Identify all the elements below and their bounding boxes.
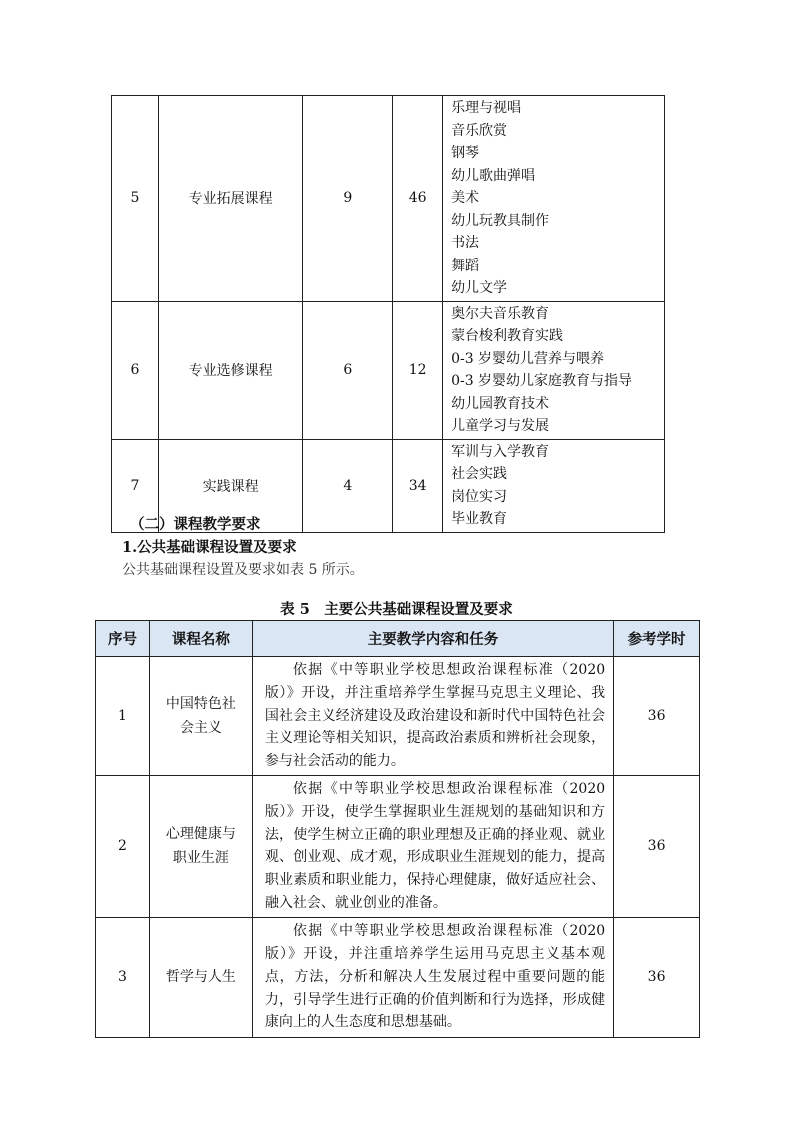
list-item: 幼儿文学 bbox=[451, 280, 508, 296]
row-number: 3 bbox=[96, 917, 150, 1037]
hours-cell: 46 bbox=[393, 96, 443, 302]
row-number: 7 bbox=[112, 439, 159, 532]
list-item: 毕业教育 bbox=[451, 511, 508, 527]
public-courses-table bbox=[95, 620, 700, 1038]
hours-cell: 34 bbox=[393, 439, 443, 532]
hours-cell: 36 bbox=[614, 917, 700, 1037]
column-header-hours: 参考学时 bbox=[614, 621, 700, 657]
hours-cell: 12 bbox=[393, 301, 443, 439]
course-content: 依据《中等职业学校思想政治课程标准（2020版）》开设，并注重培养学生运用马克思主义基本观点，方法，分析和解决人生发展过程中重要问题的能力，引导学生进行正确的价值判断和行为选择，形成健康向上的人生态度和思想基础。 bbox=[252, 917, 613, 1037]
row-number: 2 bbox=[96, 775, 150, 917]
list-item: 幼儿歌曲弹唱 bbox=[451, 167, 536, 184]
table-row bbox=[96, 775, 700, 917]
list-item: 幼儿园教育技术 bbox=[451, 395, 550, 412]
table-row bbox=[112, 96, 665, 302]
subsection-heading: 1.公共基础课程设置及要求 bbox=[122, 539, 297, 556]
list-item: 奥尔夫音乐教育 bbox=[451, 305, 550, 322]
list-item: 音乐欣赏 bbox=[451, 122, 508, 139]
course-content: 依据《中等职业学校思想政治课程标准（2020版）》开设，并注重培养学生掌握马克思主义理论、我国社会主义经济建设及政治建设和新时代中国特色社会主义理论等相关知识，提高政治素质和辨析社会现象，参与社会活动的能力。 bbox=[252, 657, 613, 776]
course-list bbox=[443, 96, 665, 302]
credits-cell: 9 bbox=[303, 96, 393, 302]
table-row bbox=[96, 657, 700, 776]
row-number: 6 bbox=[112, 301, 159, 439]
course-structure-table bbox=[111, 95, 665, 533]
column-header-no: 序号 bbox=[96, 621, 150, 657]
course-name: 中国特色社会主义 bbox=[149, 657, 252, 776]
hours-cell: 36 bbox=[614, 775, 700, 917]
list-item: 幼儿玩教具制作 bbox=[451, 212, 550, 229]
intro-paragraph: 公共基础课程设置及要求如表 5 所示。 bbox=[122, 562, 364, 578]
credits-cell: 4 bbox=[303, 439, 393, 532]
list-item: 舞蹈 bbox=[451, 257, 480, 274]
column-header-content: 主要教学内容和任务 bbox=[252, 621, 613, 657]
list-item: 0-3 岁婴幼儿家庭教育与指导 bbox=[451, 373, 633, 389]
table-header-row bbox=[96, 621, 700, 657]
course-list bbox=[443, 301, 665, 439]
table-row bbox=[112, 301, 665, 439]
list-item: 军训与入学教育 bbox=[451, 443, 550, 460]
course-category: 实践课程 bbox=[158, 439, 303, 532]
hours-cell: 36 bbox=[614, 657, 700, 776]
list-item: 0-3 岁婴幼儿营养与喂养 bbox=[451, 350, 605, 367]
list-item: 美术 bbox=[451, 190, 480, 206]
course-category: 专业选修课程 bbox=[158, 301, 303, 439]
list-item: 书法 bbox=[451, 235, 480, 251]
course-content: 依据《中等职业学校思想政治课程标准（2020版）》开设，使学生掌握职业生涯规划的基础知识和方法，使学生树立正确的职业理想及正确的择业观、就业观、创业观、成才观，形成职业生涯规划的能力，提高职业素质和职业能力，保持心理健康，做好适应社会、融入社会、就业创业的准备。 bbox=[252, 775, 613, 917]
list-item: 社会实践 bbox=[451, 466, 508, 482]
course-list bbox=[443, 439, 665, 532]
list-item: 蒙台梭利教育实践 bbox=[451, 328, 564, 344]
column-header-name: 课程名称 bbox=[149, 621, 252, 657]
row-number: 1 bbox=[96, 657, 150, 776]
course-category: 专业拓展课程 bbox=[158, 96, 303, 302]
row-number: 5 bbox=[112, 96, 159, 302]
list-item: 儿童学习与发展 bbox=[451, 418, 550, 434]
table-row bbox=[96, 917, 700, 1037]
list-item: 岗位实习 bbox=[451, 488, 508, 505]
section-heading: （二）课程教学要求 bbox=[130, 516, 261, 533]
course-name: 哲学与人生 bbox=[149, 917, 252, 1037]
table-caption: 表 5 主要公共基础课程设置及要求 bbox=[280, 601, 513, 618]
list-item: 钢琴 bbox=[451, 145, 480, 161]
list-item: 乐理与视唱 bbox=[451, 100, 522, 116]
credits-cell: 6 bbox=[303, 301, 393, 439]
course-name: 心理健康与职业生涯 bbox=[149, 775, 252, 917]
